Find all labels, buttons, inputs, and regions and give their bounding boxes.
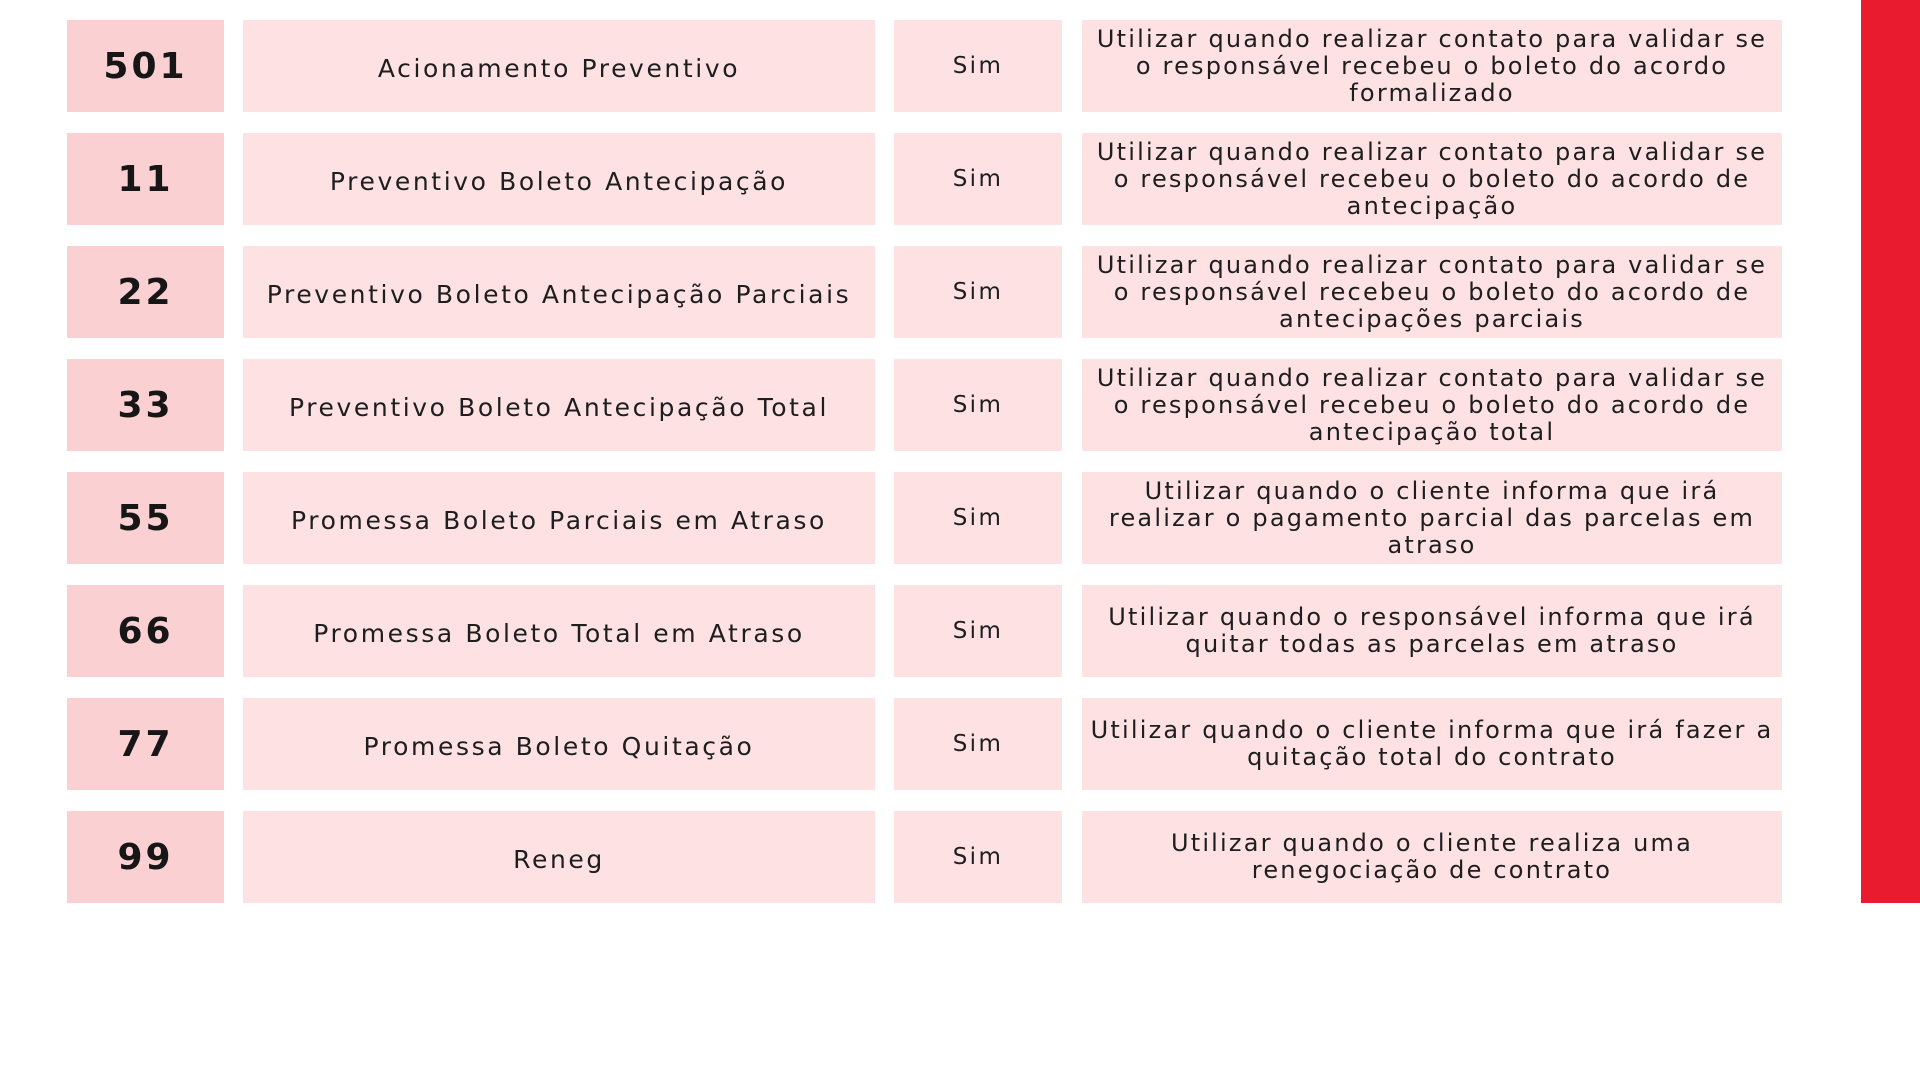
row-description: Utilizar quando realizar contato para validar se o responsável recebeu o boleto do acordo de antecipação total bbox=[1082, 359, 1782, 451]
row-code: 33 bbox=[67, 359, 224, 451]
row-flag: Sim bbox=[894, 20, 1062, 112]
row-code: 77 bbox=[67, 698, 224, 790]
row-description: Utilizar quando o cliente informa que irá fazer a quitação total do contrato bbox=[1082, 698, 1782, 790]
table-row bbox=[67, 698, 1782, 790]
row-code: 11 bbox=[67, 133, 224, 225]
table-row bbox=[67, 359, 1782, 451]
row-description: Utilizar quando o responsável informa que irá quitar todas as parcelas em atraso bbox=[1082, 585, 1782, 677]
row-code: 501 bbox=[67, 20, 224, 112]
row-name: Promessa Boleto Total em Atraso bbox=[243, 585, 875, 677]
row-name: Promessa Boleto Parciais em Atraso bbox=[243, 472, 875, 564]
row-name: Promessa Boleto Quitação bbox=[243, 698, 875, 790]
row-description: Utilizar quando o cliente informa que irá realizar o pagamento parcial das parcelas em atraso bbox=[1082, 472, 1782, 564]
row-name: Preventivo Boleto Antecipação Total bbox=[243, 359, 875, 451]
row-name: Preventivo Boleto Antecipação Parciais bbox=[243, 246, 875, 338]
row-name: Preventivo Boleto Antecipação bbox=[243, 133, 875, 225]
row-description: Utilizar quando realizar contato para validar se o responsável recebeu o boleto do acordo de antecipação bbox=[1082, 133, 1782, 225]
table-row bbox=[67, 811, 1782, 903]
row-code: 66 bbox=[67, 585, 224, 677]
row-code: 22 bbox=[67, 246, 224, 338]
row-flag: Sim bbox=[894, 472, 1062, 564]
row-description: Utilizar quando realizar contato para validar se o responsável recebeu o boleto do acordo formalizado bbox=[1082, 20, 1782, 112]
row-flag: Sim bbox=[894, 698, 1062, 790]
row-flag: Sim bbox=[894, 585, 1062, 677]
row-code: 99 bbox=[67, 811, 224, 903]
row-code: 55 bbox=[67, 472, 224, 564]
table-row bbox=[67, 246, 1782, 338]
row-name: Reneg bbox=[243, 811, 875, 903]
row-flag: Sim bbox=[894, 246, 1062, 338]
row-flag: Sim bbox=[894, 133, 1062, 225]
table-row bbox=[67, 20, 1782, 112]
row-description: Utilizar quando realizar contato para validar se o responsável recebeu o boleto do acordo de antecipações parciais bbox=[1082, 246, 1782, 338]
accent-bar bbox=[1861, 0, 1920, 903]
row-flag: Sim bbox=[894, 359, 1062, 451]
table-row bbox=[67, 585, 1782, 677]
row-name: Acionamento Preventivo bbox=[243, 20, 875, 112]
row-description: Utilizar quando o cliente realiza uma renegociação de contrato bbox=[1082, 811, 1782, 903]
table-row bbox=[67, 133, 1782, 225]
table-row bbox=[67, 472, 1782, 564]
row-flag: Sim bbox=[894, 811, 1062, 903]
